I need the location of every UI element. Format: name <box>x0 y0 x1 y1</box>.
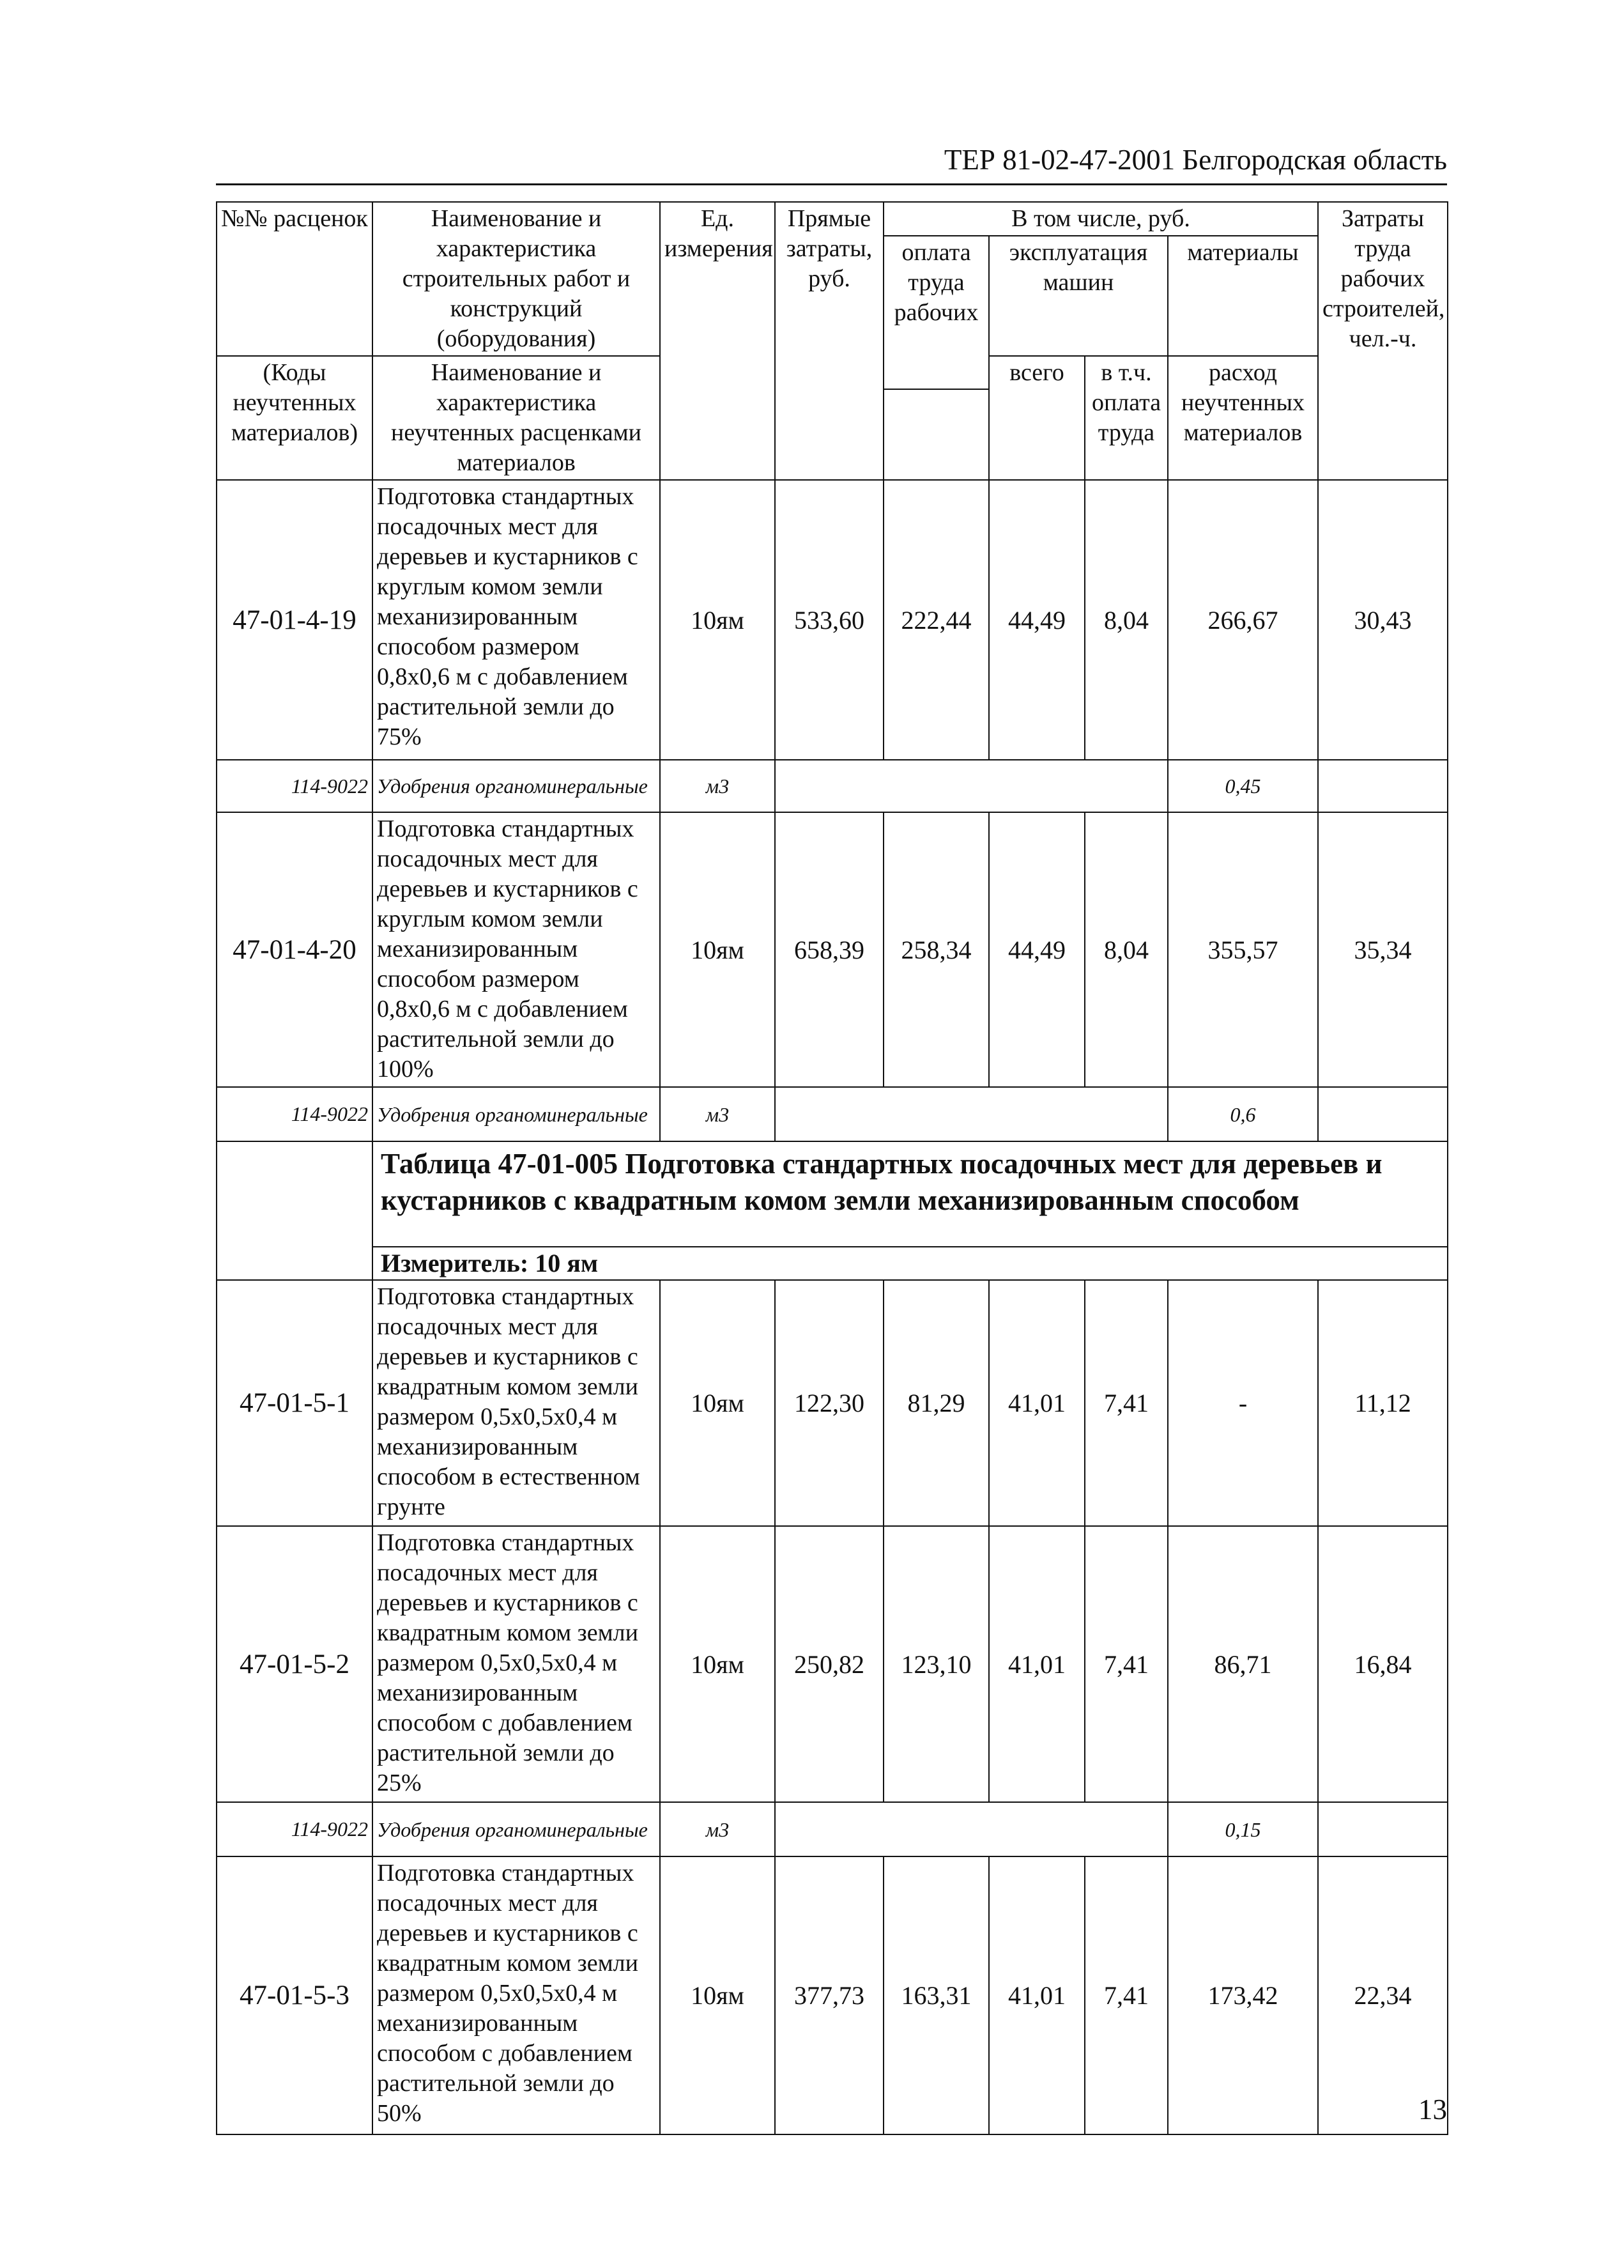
rate-name: Подготовка стандартных посадочных мест для деревьев и кустарников с квадратным комом земли размером 0,5х0,5х0,4 м механизированным способом в естественном грунте <box>372 1280 660 1526</box>
table-row <box>217 812 1448 1087</box>
rate-machines: 44,49 <box>989 812 1085 1087</box>
rate-machines-pay: 7,41 <box>1085 1526 1168 1802</box>
rate-machines: 41,01 <box>989 1856 1085 2134</box>
rate-labor-hours: 16,84 <box>1318 1526 1448 1802</box>
col-code-header: №№ расценок <box>217 202 372 356</box>
material-unit: м3 <box>660 1087 775 1141</box>
rate-labor-hours: 11,12 <box>1318 1280 1448 1526</box>
col-unaccounted-header: расход неучтенных материалов <box>1168 356 1318 480</box>
col-unit-header: Ед. измерения <box>660 202 775 480</box>
material-qty: 0,15 <box>1168 1802 1318 1856</box>
rate-machines: 44,49 <box>989 480 1085 760</box>
col-code2-header: (Коды неучтенных материалов) <box>217 356 372 480</box>
rate-labor-pay: 81,29 <box>884 1280 989 1526</box>
material-name: Удобрения органоминеральные <box>372 1802 660 1856</box>
rate-labor-hours: 22,34 <box>1318 1856 1448 2134</box>
document-header: ТЕР 81-02-47-2001 Белгородская область <box>944 144 1447 176</box>
rate-labor-pay: 222,44 <box>884 480 989 760</box>
rate-labor-hours: 30,43 <box>1318 480 1448 760</box>
rate-direct: 533,60 <box>775 480 884 760</box>
rate-machines-pay: 8,04 <box>1085 812 1168 1087</box>
table-row <box>217 1280 1448 1526</box>
material-row <box>217 1087 1448 1141</box>
rate-unit: 10ям <box>660 480 775 760</box>
rate-labor-pay: 163,31 <box>884 1856 989 2134</box>
header-rule <box>216 183 1447 185</box>
rate-machines-pay: 7,41 <box>1085 1280 1168 1526</box>
col-name2-header: Наименование и характеристика неучтенных расценками материалов <box>372 356 660 480</box>
material-unit: м3 <box>660 760 775 812</box>
col-machines-header: эксплуатация машин <box>989 236 1168 356</box>
rate-machines-pay: 8,04 <box>1085 480 1168 760</box>
rate-machines: 41,01 <box>989 1280 1085 1526</box>
col-incl-header: В том числе, руб. <box>884 202 1318 236</box>
rate-materials: 266,67 <box>1168 480 1318 760</box>
rate-name: Подготовка стандартных посадочных мест для деревьев и кустарников с квадратным комом земли размером 0,5х0,5х0,4 м механизированным способом с добавлением растительной земли до 50% <box>372 1856 660 2134</box>
rate-direct: 122,30 <box>775 1280 884 1526</box>
material-row <box>217 760 1448 812</box>
table-row <box>217 1856 1448 2134</box>
rate-code: 47-01-4-19 <box>217 480 372 760</box>
section-title: Таблица 47-01-005 Подготовка стандартных посадочных мест для деревьев и кустарников с квадратным комом земли механизированным способом <box>372 1141 1448 1247</box>
rate-unit: 10ям <box>660 1526 775 1802</box>
rate-code: 47-01-4-20 <box>217 812 372 1087</box>
rate-unit: 10ям <box>660 812 775 1087</box>
rate-materials: - <box>1168 1280 1318 1526</box>
rate-name: Подготовка стандартных посадочных мест для деревьев и кустарников с квадратным комом земли размером 0,5х0,5х0,4 м механизированным способом с добавлением растительной земли до 25% <box>372 1526 660 1802</box>
rate-machines-pay: 7,41 <box>1085 1856 1168 2134</box>
rate-direct: 377,73 <box>775 1856 884 2134</box>
col-total-header: всего <box>989 356 1085 480</box>
rate-labor-hours: 35,34 <box>1318 812 1448 1087</box>
page-number: 13 <box>1418 2094 1447 2125</box>
rate-unit: 10ям <box>660 1280 775 1526</box>
material-name: Удобрения органоминеральные <box>372 760 660 812</box>
material-code: 114-9022 <box>217 1087 372 1141</box>
col-materials-header: материалы <box>1168 236 1318 356</box>
material-qty: 0,6 <box>1168 1087 1318 1141</box>
rate-materials: 86,71 <box>1168 1526 1318 1802</box>
col-labor-hours-header: Затраты труда рабочих строителей, чел.-ч. <box>1318 202 1448 480</box>
rate-direct: 658,39 <box>775 812 884 1087</box>
rate-code: 47-01-5-2 <box>217 1526 372 1802</box>
material-code: 114-9022 <box>217 1802 372 1856</box>
table-row <box>217 480 1448 760</box>
rate-labor-pay: 123,10 <box>884 1526 989 1802</box>
col-labor-pay-header: оплата труда рабочих <box>884 236 989 389</box>
col-incl-pay-header: в т.ч. оплата труда <box>1085 356 1168 480</box>
material-name: Удобрения органоминеральные <box>372 1087 660 1141</box>
material-qty: 0,45 <box>1168 760 1318 812</box>
rate-labor-pay: 258,34 <box>884 812 989 1087</box>
col-direct-header: Прямые затраты, руб. <box>775 202 884 480</box>
rate-name: Подготовка стандартных посадочных мест для деревьев и кустарников с круглым комом земли механизированным способом размером 0,8х0,6 м с добавлением растительной земли до 75% <box>372 480 660 760</box>
material-row <box>217 1802 1448 1856</box>
col-name-header: Наименование и характеристика строительных работ и конструкций (оборудования) <box>372 202 660 356</box>
rates-table <box>216 201 1448 2135</box>
rate-unit: 10ям <box>660 1856 775 2134</box>
section-meter: Измеритель: 10 ям <box>372 1247 1448 1280</box>
rate-name: Подготовка стандартных посадочных мест для деревьев и кустарников с круглым комом земли механизированным способом размером 0,8х0,6 м с добавлением растительной земли до 100% <box>372 812 660 1087</box>
table-row <box>217 1526 1448 1802</box>
rate-code: 47-01-5-1 <box>217 1280 372 1526</box>
rate-materials: 355,57 <box>1168 812 1318 1087</box>
rate-machines: 41,01 <box>989 1526 1085 1802</box>
rate-materials: 173,42 <box>1168 1856 1318 2134</box>
rate-code: 47-01-5-3 <box>217 1856 372 2134</box>
material-unit: м3 <box>660 1802 775 1856</box>
rate-direct: 250,82 <box>775 1526 884 1802</box>
material-code: 114-9022 <box>217 760 372 812</box>
